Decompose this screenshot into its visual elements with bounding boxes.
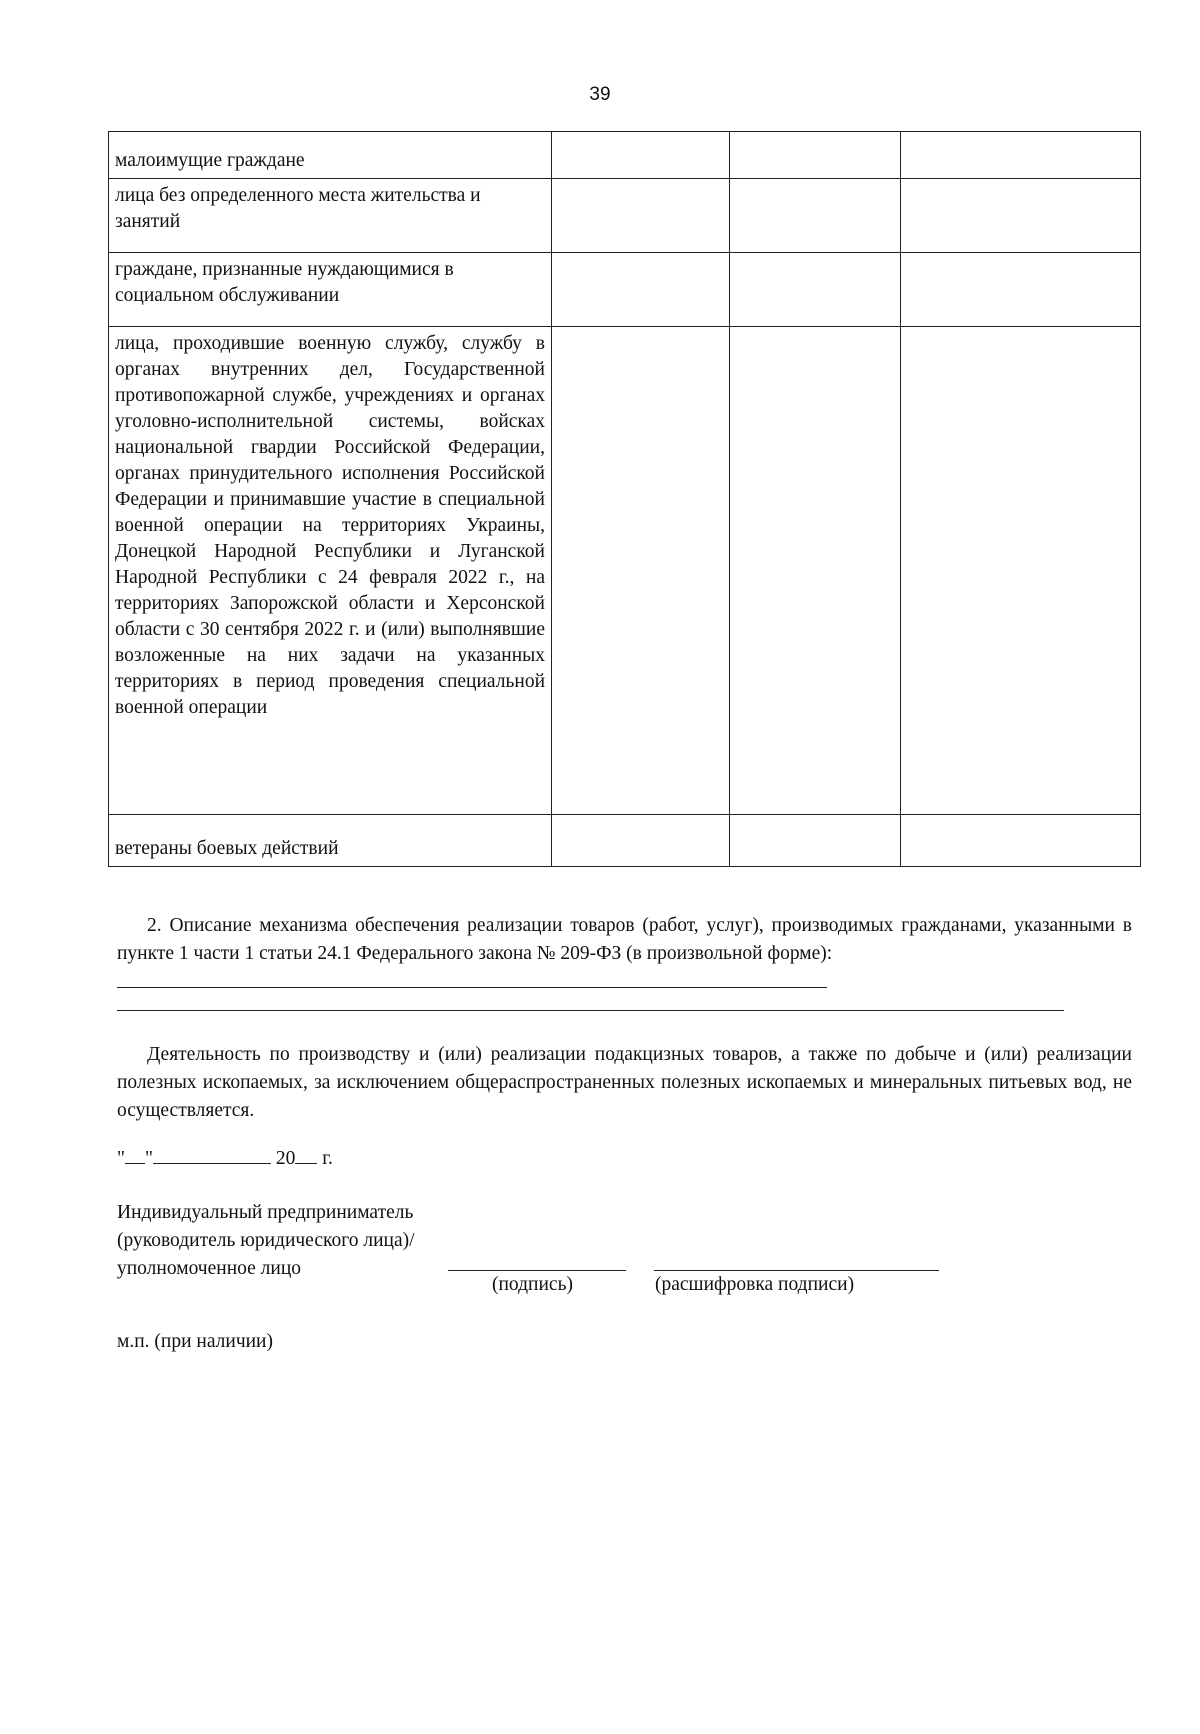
signer-line: Индивидуальный предприниматель: [117, 1202, 414, 1223]
table-cell[interactable]: [552, 179, 730, 253]
page-number: 39: [589, 84, 611, 105]
table-row: [109, 179, 1141, 253]
table-cell[interactable]: [552, 815, 730, 867]
signature-decoding-line[interactable]: [654, 1270, 939, 1271]
table-row: [109, 253, 1141, 327]
table-cell[interactable]: [901, 253, 1141, 327]
table-cell[interactable]: [730, 327, 901, 815]
date-close-quote: ": [144, 1148, 153, 1169]
answer-line-2[interactable]: [117, 1010, 1064, 1011]
signature-line[interactable]: [448, 1270, 626, 1271]
beneficiary-category-table: [108, 131, 1141, 867]
year-field[interactable]: [295, 1145, 317, 1164]
signature-decoding-caption: (расшифровка подписи): [655, 1274, 855, 1295]
signer-line: (руководитель юридического лица)/: [117, 1230, 415, 1251]
table-cell[interactable]: [901, 179, 1141, 253]
year-suffix: г.: [322, 1148, 333, 1169]
date-line: [117, 1145, 333, 1172]
category-label: граждане, признанные нуждающимися в социальном обслуживании: [109, 253, 552, 327]
table-row: [109, 132, 1141, 179]
table-cell[interactable]: [552, 132, 730, 179]
category-label: малоимущие граждане: [109, 132, 552, 179]
table-cell[interactable]: [552, 327, 730, 815]
table-cell[interactable]: [901, 327, 1141, 815]
day-field[interactable]: [125, 1145, 145, 1164]
table-cell[interactable]: [730, 132, 901, 179]
section-2-description: 2. Описание механизма обеспечения реализации товаров (работ, услуг), производимых гражданами, указанными в пункте 1 части 1 статьи 24.1 Федерального закона № 209-ФЗ (в произвольной форме):: [117, 915, 1132, 964]
table-cell[interactable]: [730, 179, 901, 253]
signature-caption: (подпись): [492, 1274, 573, 1295]
date-open-quote: ": [117, 1148, 125, 1169]
signer-block: [117, 1199, 415, 1283]
year-prefix: 20: [275, 1148, 296, 1169]
table-row: [109, 815, 1141, 867]
signer-line: уполномоченное лицо: [117, 1258, 302, 1279]
table-cell[interactable]: [730, 815, 901, 867]
month-field[interactable]: [153, 1145, 271, 1164]
table-cell[interactable]: [730, 253, 901, 327]
stamp-note: м.п. (при наличии): [117, 1331, 273, 1352]
category-label: ветераны боевых действий: [109, 815, 552, 867]
answer-line-1[interactable]: [117, 987, 827, 988]
table-row: [109, 327, 1141, 815]
table-cell[interactable]: [901, 815, 1141, 867]
table-cell[interactable]: [552, 253, 730, 327]
excise-statement: Деятельность по производству и (или) реализации подакцизных товаров, а также по добыче и (или) реализации полезных ископаемых, за исключением общераспространенных полезных ископаемых и минеральных питьевых вод, не осуществляется.: [117, 1044, 1132, 1121]
category-label: лица без определенного места жительства и занятий: [109, 179, 552, 253]
category-label: лица, проходившие военную службу, службу в органах внутренних дел, Государственной противопожарной службе, учреждениях и органах уголовно-исполнительной системы, войсках национальной гвардии Российской Федерации, органах принудительного исполнения Российской Федерации и принимавшие участие в специальной военной операции на территориях Украины, Донецкой Народной Республики и Луганской Народной Республики с 24 февраля 2022 г., на территориях Запорожской области и Херсонской области с 30 сентября 2022 г. и (или) выполнявшие возложенные на них задачи на указанных территориях в период проведения специальной военной операции: [109, 327, 552, 815]
table-cell[interactable]: [901, 132, 1141, 179]
